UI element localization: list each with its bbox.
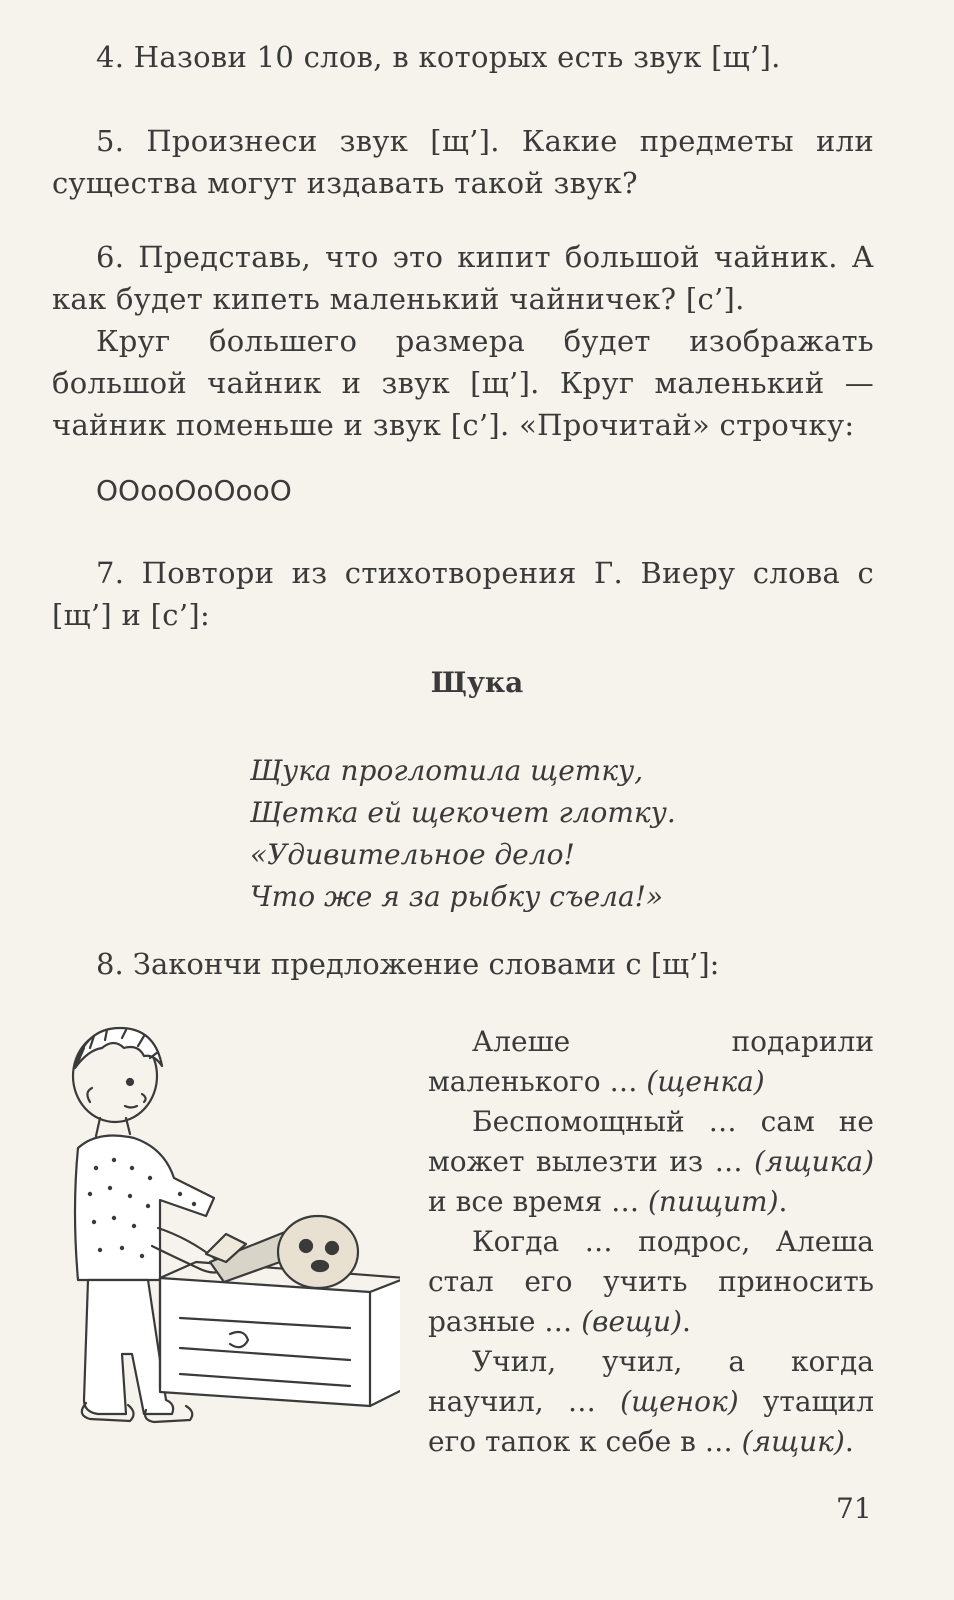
poem-title: Щука	[430, 666, 524, 699]
task-8-heading: 8. Закончи предложение словами с [щ’]:	[96, 947, 720, 981]
task-6-question: 6. Представь, что это кипит большой чайник. А как будет кипеть маленький чайничек? [с’].	[52, 240, 874, 316]
task-4: 4. Назови 10 слов, в которых есть звук [щ’].	[96, 40, 781, 74]
poem	[250, 750, 676, 918]
story-paragraph: Учил, учил, а когда научил, … (щенок) утащил его тапок к себе в … (ящик).	[428, 1345, 874, 1458]
poem-line: Щетка ей щекочет глотку.	[250, 796, 676, 829]
poem-line: «Удивительное дело!	[250, 838, 575, 871]
poem-line: Щука проглотила щетку,	[250, 754, 644, 787]
circle-sequence: ООооОоОооО	[96, 474, 292, 507]
boy-with-puppy-illustration	[30, 1018, 400, 1468]
task-6-explanation: Круг большего размера будет изображать большой чайник и звук [щ’]. Круг маленький — чайник поменьше и звук [с’]. «Прочитай» строчку:	[52, 324, 874, 442]
task-7: 7. Повтори из стихотворения Г. Виеру слова с [щ’] и [с’]:	[52, 556, 874, 632]
page-number: 71	[836, 1492, 872, 1525]
story-paragraph: Алеше подарили маленького … (щенка)	[428, 1025, 874, 1098]
story-paragraph: Когда … подрос, Алеша стал его учить приносить разные … (вещи).	[428, 1225, 874, 1338]
task-5: 5. Произнеси звук [щ’]. Какие предметы или существа могут издавать такой звук?	[52, 124, 874, 200]
poem-line: Что же я за рыбку съела!»	[250, 880, 664, 913]
task-8-story	[428, 1022, 874, 1462]
story-paragraph: Беспомощный … сам не может вылезти из … (ящика) и все время … (пищит).	[428, 1105, 874, 1218]
